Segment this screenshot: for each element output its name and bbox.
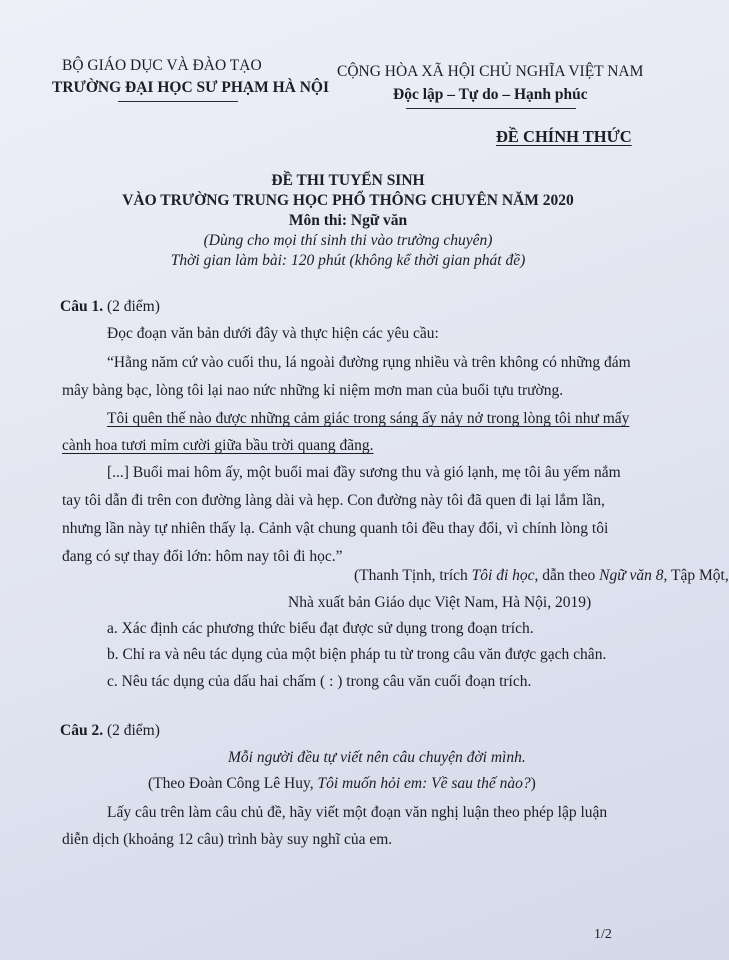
source-text: ): [530, 775, 536, 792]
q1-passage-line: tay tôi dẫn đi trên con đường làng dài và hẹp. Con đường này tôi đã quen đi lại lắm lần,: [62, 492, 605, 509]
official-label: ĐỀ CHÍNH THỨC: [496, 127, 632, 146]
q1-source-line2: Nhà xuất bản Giáo dục Việt Nam, Hà Nội, 2019): [288, 594, 592, 611]
q1-source-line1: [354, 567, 729, 585]
q1-heading: [60, 298, 160, 316]
q2-task-line: diễn dịch (khoảng 12 câu) trình bày suy nghĩ của em.: [62, 831, 393, 848]
q1-passage-line: “Hằng năm cứ vào cuối thu, lá ngoài đường rụng nhiều và trên không có những đám: [107, 354, 631, 371]
exam-time: Thời gian làm bài: 120 phút (không kể thời gian phát đề): [170, 252, 526, 269]
q1-task-c: c. Nêu tác dụng của dấu hai chấm ( : ) trong câu văn cuối đoạn trích.: [107, 673, 532, 690]
q1-points: (2 điểm): [103, 298, 160, 315]
q1-passage-line: mây bàng bạc, lòng tôi lại nao nức những kỉ niệm mơn man của buổi tựu trường.: [62, 382, 564, 399]
q2-source: [148, 775, 536, 793]
page-number: 1/2: [594, 927, 612, 942]
source-text: (Thanh Tịnh, trích: [354, 567, 472, 584]
header-left-rule: [118, 101, 238, 102]
source-book-title: Tôi muốn hỏi em: Về sau thế nào?: [317, 775, 531, 792]
source-book-title: Ngữ văn 8: [599, 567, 664, 584]
q2-points: (2 điểm): [103, 722, 160, 739]
university-name: TRƯỜNG ĐẠI HỌC SƯ PHẠM HÀ NỘI: [52, 79, 329, 96]
q1-task-a: a. Xác định các phương thức biểu đạt được sử dụng trong đoạn trích.: [107, 620, 534, 637]
ministry-name: BỘ GIÁO DỤC VÀ ĐÀO TẠO: [62, 57, 262, 74]
header-right-rule: [406, 108, 576, 109]
motto: Độc lập – Tự do – Hạnh phúc: [393, 86, 588, 103]
q1-task-b: b. Chỉ ra và nêu tác dụng của một biện pháp tu từ trong câu văn được gạch chân.: [107, 646, 607, 663]
q1-passage-line: [...] Buổi mai hôm ấy, một buổi mai đầy sương thu và gió lạnh, mẹ tôi âu yếm nắm: [107, 464, 621, 481]
source-text: (Theo Đoàn Công Lê Huy,: [148, 775, 318, 792]
exam-subtitle: VÀO TRƯỜNG TRUNG HỌC PHỔ THÔNG CHUYÊN NĂM 2020: [122, 192, 574, 209]
q2-task-line: Lấy câu trên làm câu chủ đề, hãy viết một đoạn văn nghị luận theo phép lập luận: [107, 804, 608, 821]
q2-heading: [60, 722, 160, 740]
exam-title: ĐỀ THI TUYỂN SINH: [271, 172, 425, 189]
q1-passage-line: đang có sự thay đổi lớn: hôm nay tôi đi học.”: [62, 548, 343, 565]
source-text: , Tập Một,: [663, 567, 729, 584]
republic-name: CỘNG HÒA XÃ HỘI CHỦ NGHĨA VIỆT NAM: [337, 63, 644, 80]
source-text: , dẫn theo: [534, 567, 600, 584]
q1-intro: Đọc đoạn văn bản dưới đây và thực hiện các yêu cầu:: [107, 325, 439, 342]
q1-passage-line: nhưng lần này tự nhiên thấy lạ. Cảnh vật chung quanh tôi đều thay đổi, vì chính lòng tôi: [62, 520, 609, 537]
exam-subject: Môn thi: Ngữ văn: [288, 212, 408, 229]
q1-underlined-line: cành hoa tươi mỉm cười giữa bầu trời quang đãng.: [62, 437, 374, 454]
source-work-title: Tôi đi học: [471, 567, 535, 584]
q1-underlined-line: Tôi quên thế nào được những cảm giác trong sáng ấy nảy nở trong lòng tôi như mấy: [107, 410, 630, 427]
q2-label: Câu 2.: [60, 722, 104, 739]
q2-quote: Mỗi người đều tự viết nên câu chuyện đời mình.: [228, 749, 526, 766]
q1-label: Câu 1.: [60, 298, 104, 315]
exam-note: (Dùng cho mọi thí sinh thi vào trường chuyên): [203, 232, 493, 249]
